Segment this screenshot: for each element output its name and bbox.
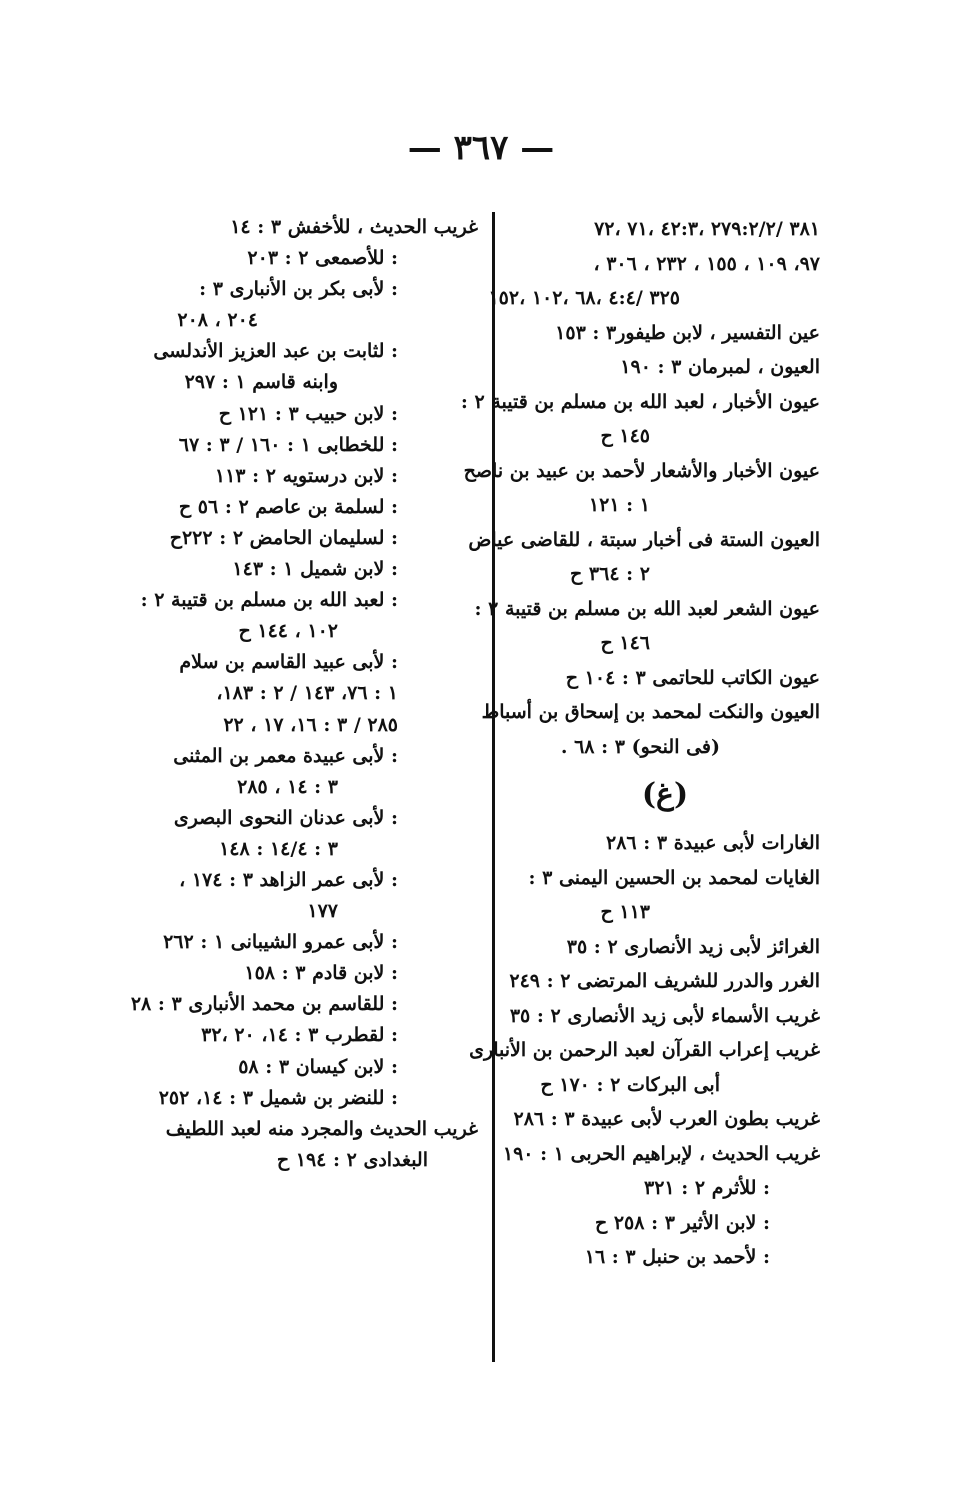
index-entry-line: : لابن الأثير ٣ : ٢٥٨ ح xyxy=(594,1211,770,1234)
index-entry-line: : لأحمد بن حنبل ٣ : ١٦ xyxy=(584,1246,770,1268)
index-entry-line: العيون ، لمبرمان ٣ : ١٩٠ xyxy=(620,356,820,378)
index-entry-line: ١٤٦ ح xyxy=(600,632,650,654)
index-entry-line: ٣ : ١٤/٤ : ١٤٨ xyxy=(219,837,338,860)
index-entry-line: : لابن حبيب ٣ : ١٢١ ح xyxy=(218,402,398,425)
index-entry-line: عيون الشعر لعبد الله بن مسلم بن قتيبة ٢ : xyxy=(474,597,820,620)
index-entry-line: : لسليمان الحامض ٢ : ٢٢٢ح xyxy=(169,526,398,549)
index-entry-line: ١٤٥ ح xyxy=(600,425,650,447)
index-entry-line: أبى البركات ٢ : ١٧٠ ح xyxy=(540,1073,720,1096)
index-entry-line: : لأبى عدنان النحوى البصرى xyxy=(173,806,398,829)
index-entry-line: : لأبى عبيدة معمر بن المثنى xyxy=(173,744,398,767)
index-entry-line: الغرائز لأبى زيد الأنصارى ٢ : ٣٥ xyxy=(566,935,820,958)
index-entry-line: العيون والنكت لمحمد بن إسحاق بن أسباط xyxy=(481,701,820,723)
index-entry-line: ١٠٢ ، ١٤٤ ح xyxy=(238,620,338,643)
index-entry-line: : لابن قادم ٣ : ١٥٨ xyxy=(244,962,398,985)
index-entry-line: ٢٨٥ / ٣ : ١٦، ١٧ ، ٢٢ xyxy=(223,713,398,736)
index-entry-line: غريب الحديث والمجرد منه لعبد اللطيف xyxy=(165,1117,478,1140)
index-entry-line: : لسلمة بن عاصم ٢ : ٥٦ ح xyxy=(178,495,398,518)
left-column xyxy=(130,212,478,1176)
index-entry-line: : لأبى عمر الزاهد ٣ : ١٧٤ ، xyxy=(179,868,398,891)
index-entry-line: ٢٠٤ ، ٢٠٨ xyxy=(177,309,258,332)
index-entry-line: : للقاسم بن محمد الأنبارى ٣ : ٢٨ xyxy=(130,993,398,1016)
index-entry-line: ١٧٧ xyxy=(307,900,338,923)
index-entry-line: الغرر والدرر للشريف المرتضى ٢ : ٢٤٩ xyxy=(509,970,820,992)
index-entry-line: ٢ : ٣٦٤ ح xyxy=(570,563,650,585)
index-entry-line: : لأبى عبيد القاسم بن سلام xyxy=(179,651,398,674)
index-entry-line: غريب الحديث ، للأخفش ٣ : ١٤ xyxy=(230,216,478,238)
index-entry-line: : لابن درستويه ٢ : ١١٣ xyxy=(214,464,398,487)
index-entry-line: عين التفسير ، لابن طيفور٣ : ١٥٣ xyxy=(555,321,820,344)
index-entry-line: ١ : ١٢١ xyxy=(588,494,650,516)
index-entry-line: الغايات لمحمد بن الحسين اليمنى ٣ : xyxy=(528,866,820,889)
index-entry-line: العيون الستة فى أخبار سبتة ، للقاضى عياض xyxy=(468,528,820,551)
index-entry-line: البغدادى ٢ : ١٩٤ ح xyxy=(276,1148,428,1171)
index-entry-line: : لأبى بكر بن الأنبارى ٣ : xyxy=(199,278,398,301)
index-entry-line: : لعبد الله بن مسلم بن قتيبة ٢ : xyxy=(140,589,398,612)
index-entry-line: ١ : ٧٦، ١٤٣ / ٢ : ١٨٣، xyxy=(216,682,398,705)
index-entry-line: ٣ : ١٤ ، ٢٨٥ xyxy=(237,775,338,798)
index-entry-line: غريب الحديث ، لإبراهيم الحربى ١ : ١٩٠ xyxy=(502,1142,820,1165)
index-entry-line: : لأبى عمرو الشيبانى ١ : ٢٦٢ xyxy=(163,931,398,954)
index-entry-line: : لقطرب ٣ : ١٤، ٢٠ ،٣٢ xyxy=(201,1024,398,1047)
index-entry-line: : للأثرم ٢ : ٣٢١ xyxy=(644,1177,770,1199)
index-entry-line: : للنضر بن شميل ٣ : ١٤، ٢٥٢ xyxy=(158,1086,398,1109)
index-entry-line: ٣٢٥ /٤:٤ ،٦٨ ،١٠٢ ،١٥٢ xyxy=(488,287,680,309)
index-entry-line: غريب إعراب القرآن لعبد الرحمن بن الأنبارى xyxy=(469,1039,820,1061)
section-heading: (غ) xyxy=(641,777,689,812)
index-entry-line: غريب بطون العرب لأبى عبيدة ٣ : ٢٨٦ xyxy=(513,1108,820,1130)
index-entry-line: عيون الأخبار ، لعبد الله بن مسلم بن قتيبة ٢ : xyxy=(460,390,820,413)
index-entry-line: وابنه قاسم ١ : ٢٩٧ xyxy=(184,371,338,394)
index-entry-line: عيون الكاتب للحاتمى ٣ : ١٠٤ ح xyxy=(565,666,820,689)
index-entry-line: ٩٧، ١٠٩ ، ١٥٥ ، ٢٣٢ ، ٣٠٦ ، xyxy=(593,252,820,275)
index-entry-line: : لابن كيسان ٣ : ٥٨ xyxy=(238,1055,398,1078)
page-number: — ٣٦٧ — xyxy=(407,128,555,168)
index-entry-line: : لثابت بن عبد العزيز الأندلسى xyxy=(153,340,398,363)
index-entry-line: : للأصمعى ٢ : ٢٠٣ xyxy=(247,247,398,270)
index-entry-line: ١١٣ ح xyxy=(600,901,650,923)
index-entry-line: الغارات لأبى عبيدة ٣ : ٢٨٦ xyxy=(606,832,820,854)
index-entry-line: ٣٨١ /٢٧٩:٢/٢ ،٤٢:٣ ،٧١ ،٧٢ xyxy=(594,218,820,240)
index-entry-line: : للخطابى ١ : ١٦٠ / ٣ : ٦٧ xyxy=(178,433,398,456)
index-entry-line: (فى النحو) ٣ : ٦٨ . xyxy=(560,735,720,758)
index-entry-line: : لابن شميل ١ : ١٤٣ xyxy=(232,558,398,581)
right-column xyxy=(460,212,820,1275)
index-entry-line: غريب الأسماء لأبى زيد الأنصارى ٢ : ٣٥ xyxy=(509,1004,820,1027)
index-entry-line: عيون الأخبار والأشعار لأحمد بن عبيد بن ناصح xyxy=(463,459,820,482)
